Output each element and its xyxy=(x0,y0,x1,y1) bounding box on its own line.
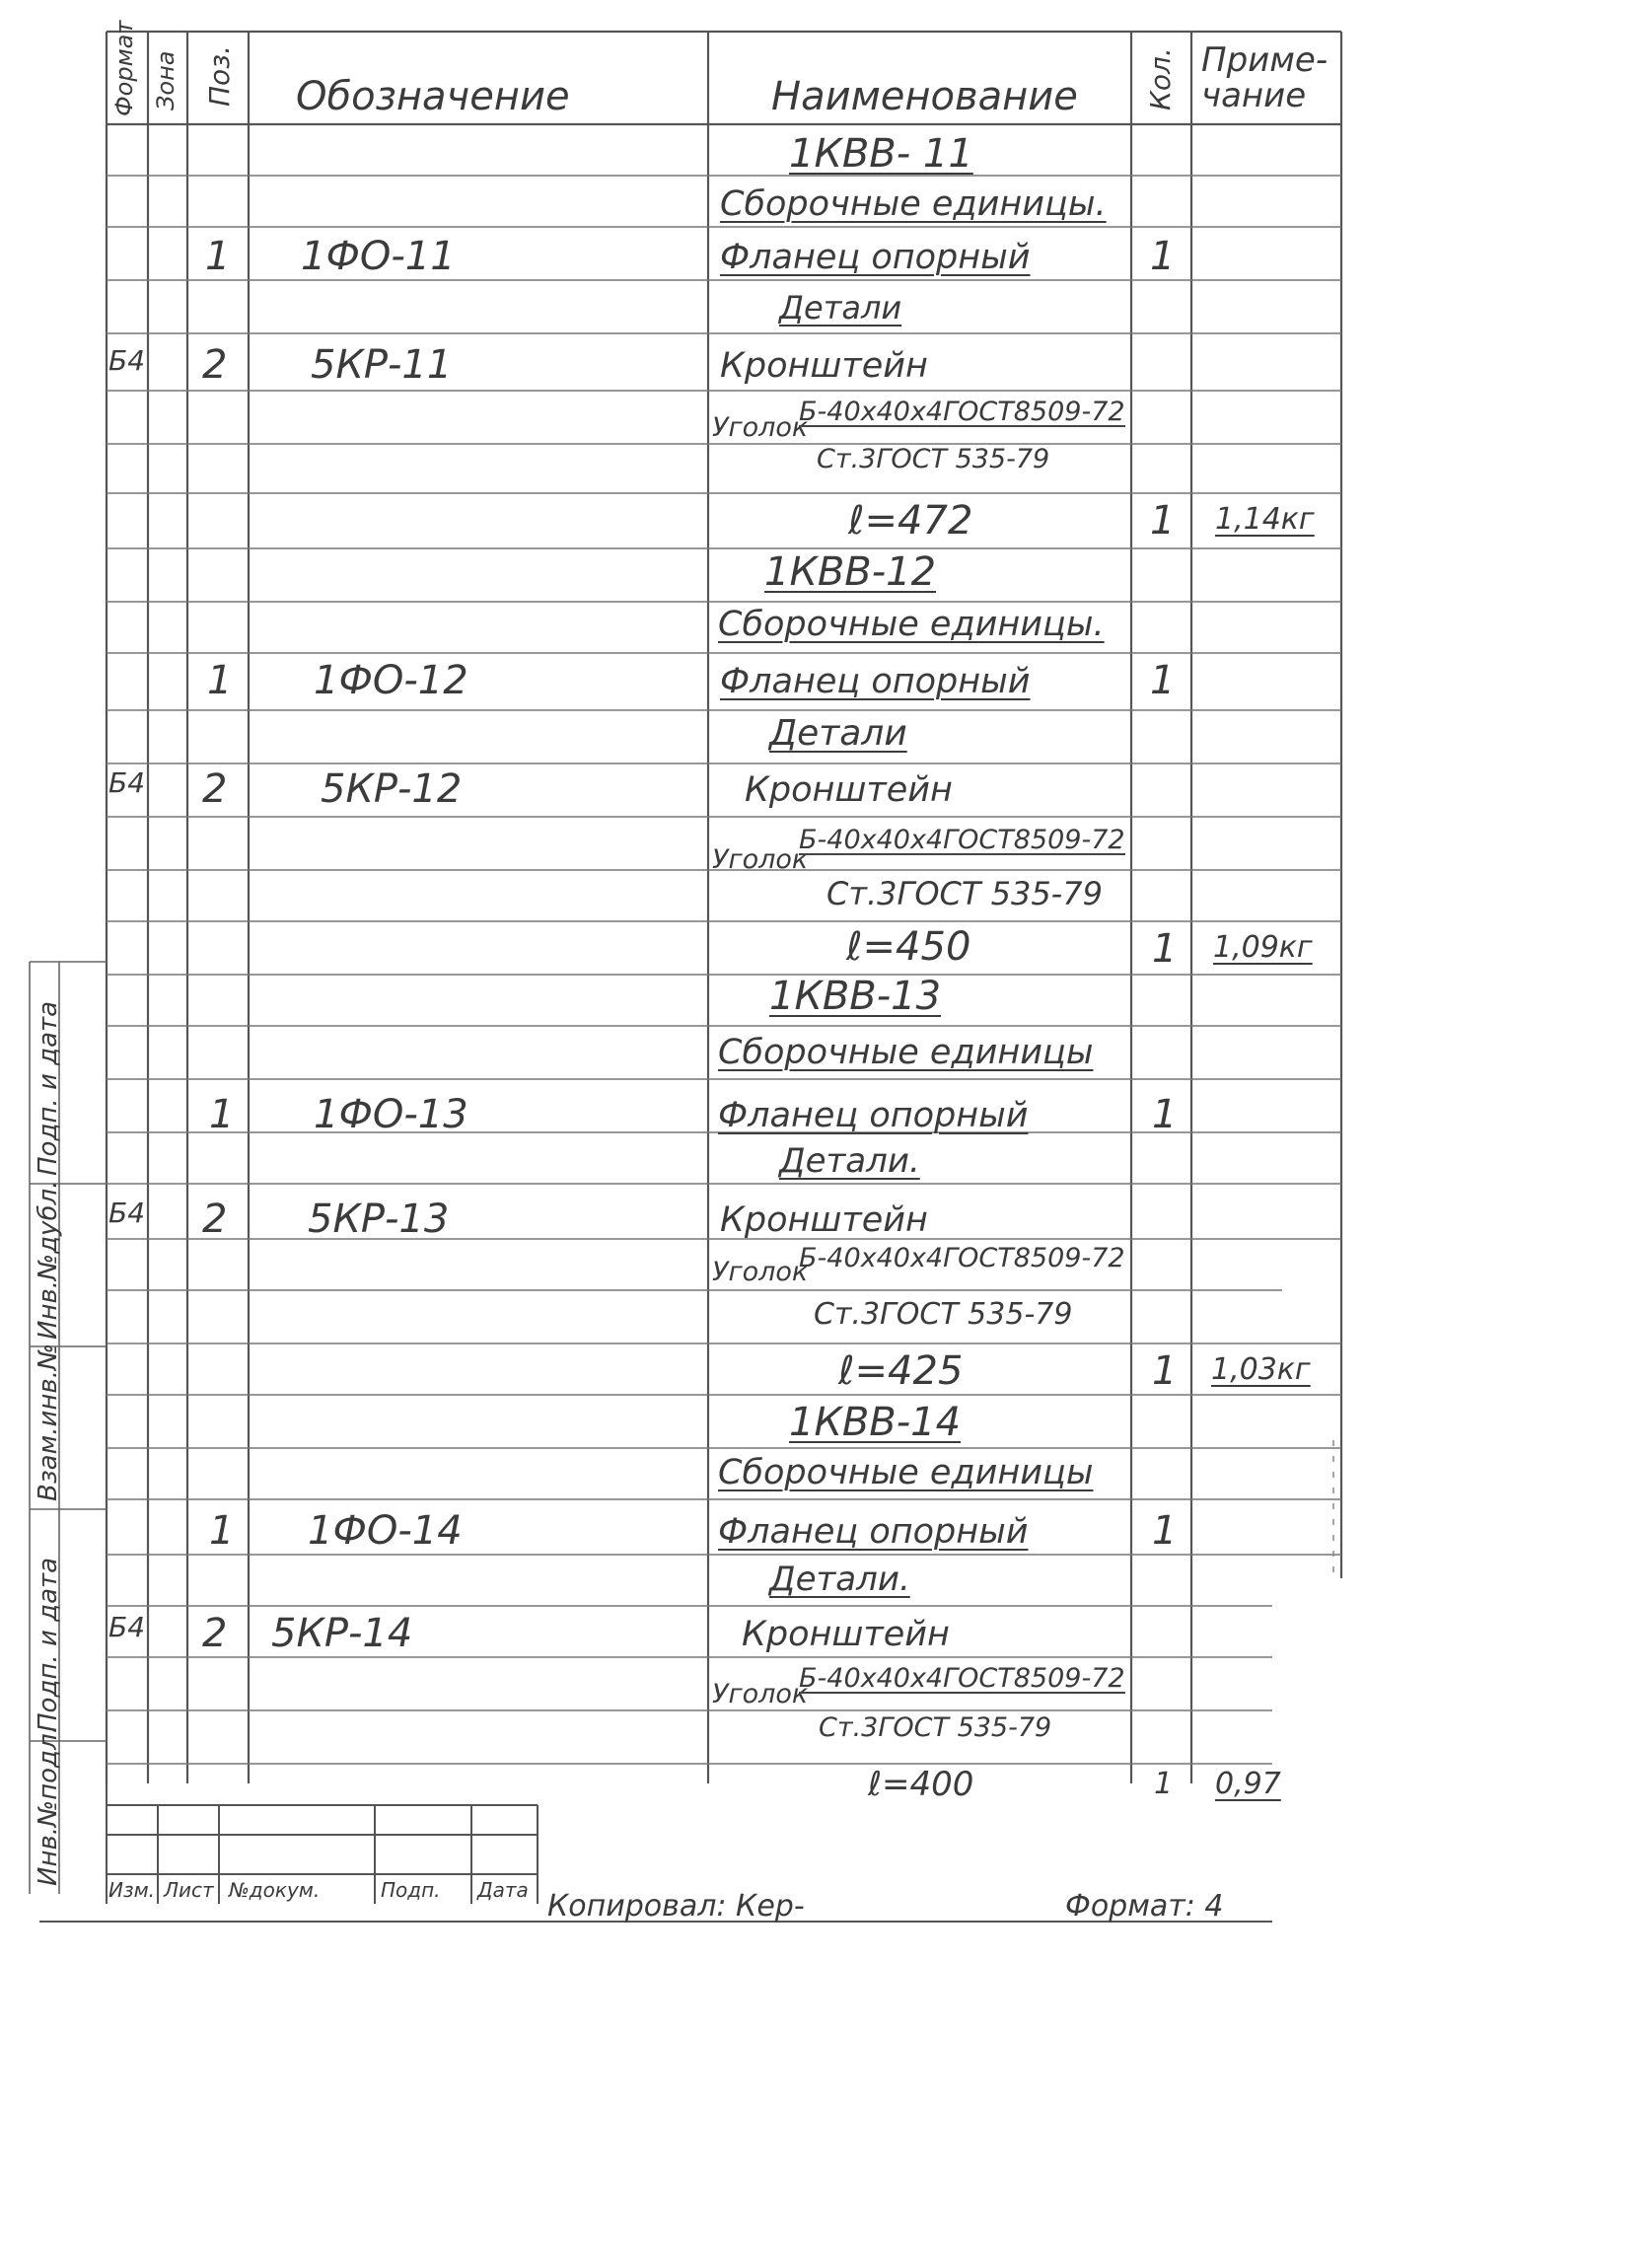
angle-spec-bottom: Ст.3ГОСТ 535-79 xyxy=(819,1712,1052,1743)
angle-prefix: Уголок xyxy=(712,1257,809,1287)
pos-cell: 2 xyxy=(202,342,228,388)
name-cell: Кронштейн xyxy=(742,1615,950,1654)
designation-cell: 5КР-12 xyxy=(321,766,463,812)
stamp-sheet-label: Лист xyxy=(164,1878,214,1902)
note-cell: 1,14кг xyxy=(1215,502,1315,537)
note-cell: 0,97 xyxy=(1215,1767,1281,1801)
name-cell: Кронштейн xyxy=(720,1200,928,1240)
header-pos: Поз. xyxy=(203,45,236,107)
designation-cell: 5КР-14 xyxy=(271,1611,413,1656)
stamp-sign-label: Подп. xyxy=(381,1878,441,1902)
format-cell: Б4 xyxy=(108,1611,146,1643)
pos-cell: 2 xyxy=(202,766,228,812)
name-cell: Кронштейн xyxy=(745,770,953,810)
header-designation: Обозначение xyxy=(296,74,570,119)
angle-spec-bottom: Ст.3ГОСТ 535-79 xyxy=(817,444,1050,474)
qty-cell: 1 xyxy=(1152,926,1178,972)
designation-cell: 5КР-13 xyxy=(308,1197,450,1242)
header-qty: Кол. xyxy=(1144,47,1177,110)
group-title: 1КВВ-12 xyxy=(764,549,937,595)
qty-cell: 1 xyxy=(1152,1348,1178,1394)
footer-copied: Копировал: Кер- xyxy=(547,1889,805,1924)
name-cell: Фланец опорный xyxy=(718,1096,1029,1135)
qty-cell: 1 xyxy=(1150,498,1176,544)
qty-cell: 1 xyxy=(1150,234,1176,279)
pos-cell: 2 xyxy=(202,1197,228,1242)
format-cell: Б4 xyxy=(108,344,146,377)
format-cell: Б4 xyxy=(108,1197,146,1229)
angle-spec-bottom: Ст.3ГОСТ 535-79 xyxy=(814,1297,1073,1332)
format-cell: Б4 xyxy=(108,766,146,799)
side-sign-date-2: Подп. и дата xyxy=(34,1000,63,1176)
pos-cell: 1 xyxy=(209,1092,235,1137)
designation-cell: 1ФО-11 xyxy=(301,234,456,279)
name-cell: Фланец опорный xyxy=(720,238,1031,277)
group-title: 1КВВ-14 xyxy=(789,1400,962,1445)
pos-cell: 1 xyxy=(207,658,233,703)
note-cell: 1,03кг xyxy=(1211,1352,1311,1387)
group-title: 1КВВ-13 xyxy=(769,974,942,1019)
pos-cell: 1 xyxy=(209,1508,235,1554)
note-cell: 1,09кг xyxy=(1213,930,1313,965)
stamp-change-label: Изм. xyxy=(108,1878,156,1902)
assembly-units-label: Сборочные единицы. xyxy=(718,605,1105,644)
side-repl-inv: Взам.инв.№ xyxy=(34,1343,63,1501)
footer-format: Формат: 4 xyxy=(1065,1889,1224,1924)
length-cell: ℓ=400 xyxy=(868,1765,974,1804)
angle-spec-bottom: Ст.3ГОСТ 535-79 xyxy=(826,875,1103,912)
angle-prefix: Уголок xyxy=(712,1679,809,1709)
pos-cell: 2 xyxy=(202,1611,228,1656)
stamp-date-label: Дата xyxy=(477,1878,529,1902)
designation-cell: 1ФО-14 xyxy=(308,1508,463,1554)
angle-prefix: Уголок xyxy=(712,844,809,875)
name-cell: Кронштейн xyxy=(720,346,928,386)
details-label: Детали. xyxy=(779,1141,920,1181)
qty-cell: 1 xyxy=(1150,658,1176,703)
stamp-docno-label: №докум. xyxy=(229,1878,321,1902)
name-cell: Фланец опорный xyxy=(720,662,1031,701)
angle-prefix: Уголок xyxy=(712,412,809,443)
qty-cell: 1 xyxy=(1152,1508,1178,1554)
angle-spec-top: Б-40х40х4ГОСТ8509-72 xyxy=(799,1663,1125,1694)
angle-spec-top: Б-40х40х4ГОСТ8509-72 xyxy=(799,1243,1125,1273)
details-label: Детали xyxy=(779,289,902,327)
length-cell: ℓ=425 xyxy=(838,1348,964,1394)
details-label: Детали. xyxy=(769,1560,910,1599)
side-sign-date-1: Подп. и дата xyxy=(34,1557,63,1732)
qty-cell: 1 xyxy=(1152,1092,1178,1137)
header-note: Приме- чание xyxy=(1201,40,1329,115)
header-name: Наименование xyxy=(771,74,1078,119)
angle-spec-top: Б-40х40х4ГОСТ8509-72 xyxy=(799,825,1125,855)
header-zone: Зона xyxy=(152,50,180,110)
designation-cell: 1ФО-13 xyxy=(314,1092,468,1137)
designation-cell: 5КР-11 xyxy=(311,342,453,388)
length-cell: ℓ=472 xyxy=(848,498,973,544)
designation-cell: 1ФО-12 xyxy=(314,658,468,703)
group-title: 1КВВ- 11 xyxy=(789,131,973,177)
assembly-units-label: Сборочные единицы xyxy=(718,1033,1094,1072)
length-cell: ℓ=450 xyxy=(846,924,971,970)
qty-cell: 1 xyxy=(1154,1767,1174,1801)
side-inv-dup: Инв.№дубл. xyxy=(34,1180,63,1340)
assembly-units-label: Сборочные единицы. xyxy=(720,184,1107,224)
angle-spec-top: Б-40х40х4ГОСТ8509-72 xyxy=(799,397,1125,427)
side-inv-orig: Инв.№подл. xyxy=(34,1725,63,1886)
details-label: Детали xyxy=(769,713,907,754)
name-cell: Фланец опорный xyxy=(718,1512,1029,1552)
assembly-units-label: Сборочные единицы xyxy=(718,1453,1094,1492)
header-format: Формат xyxy=(110,20,138,116)
pos-cell: 1 xyxy=(205,234,231,279)
